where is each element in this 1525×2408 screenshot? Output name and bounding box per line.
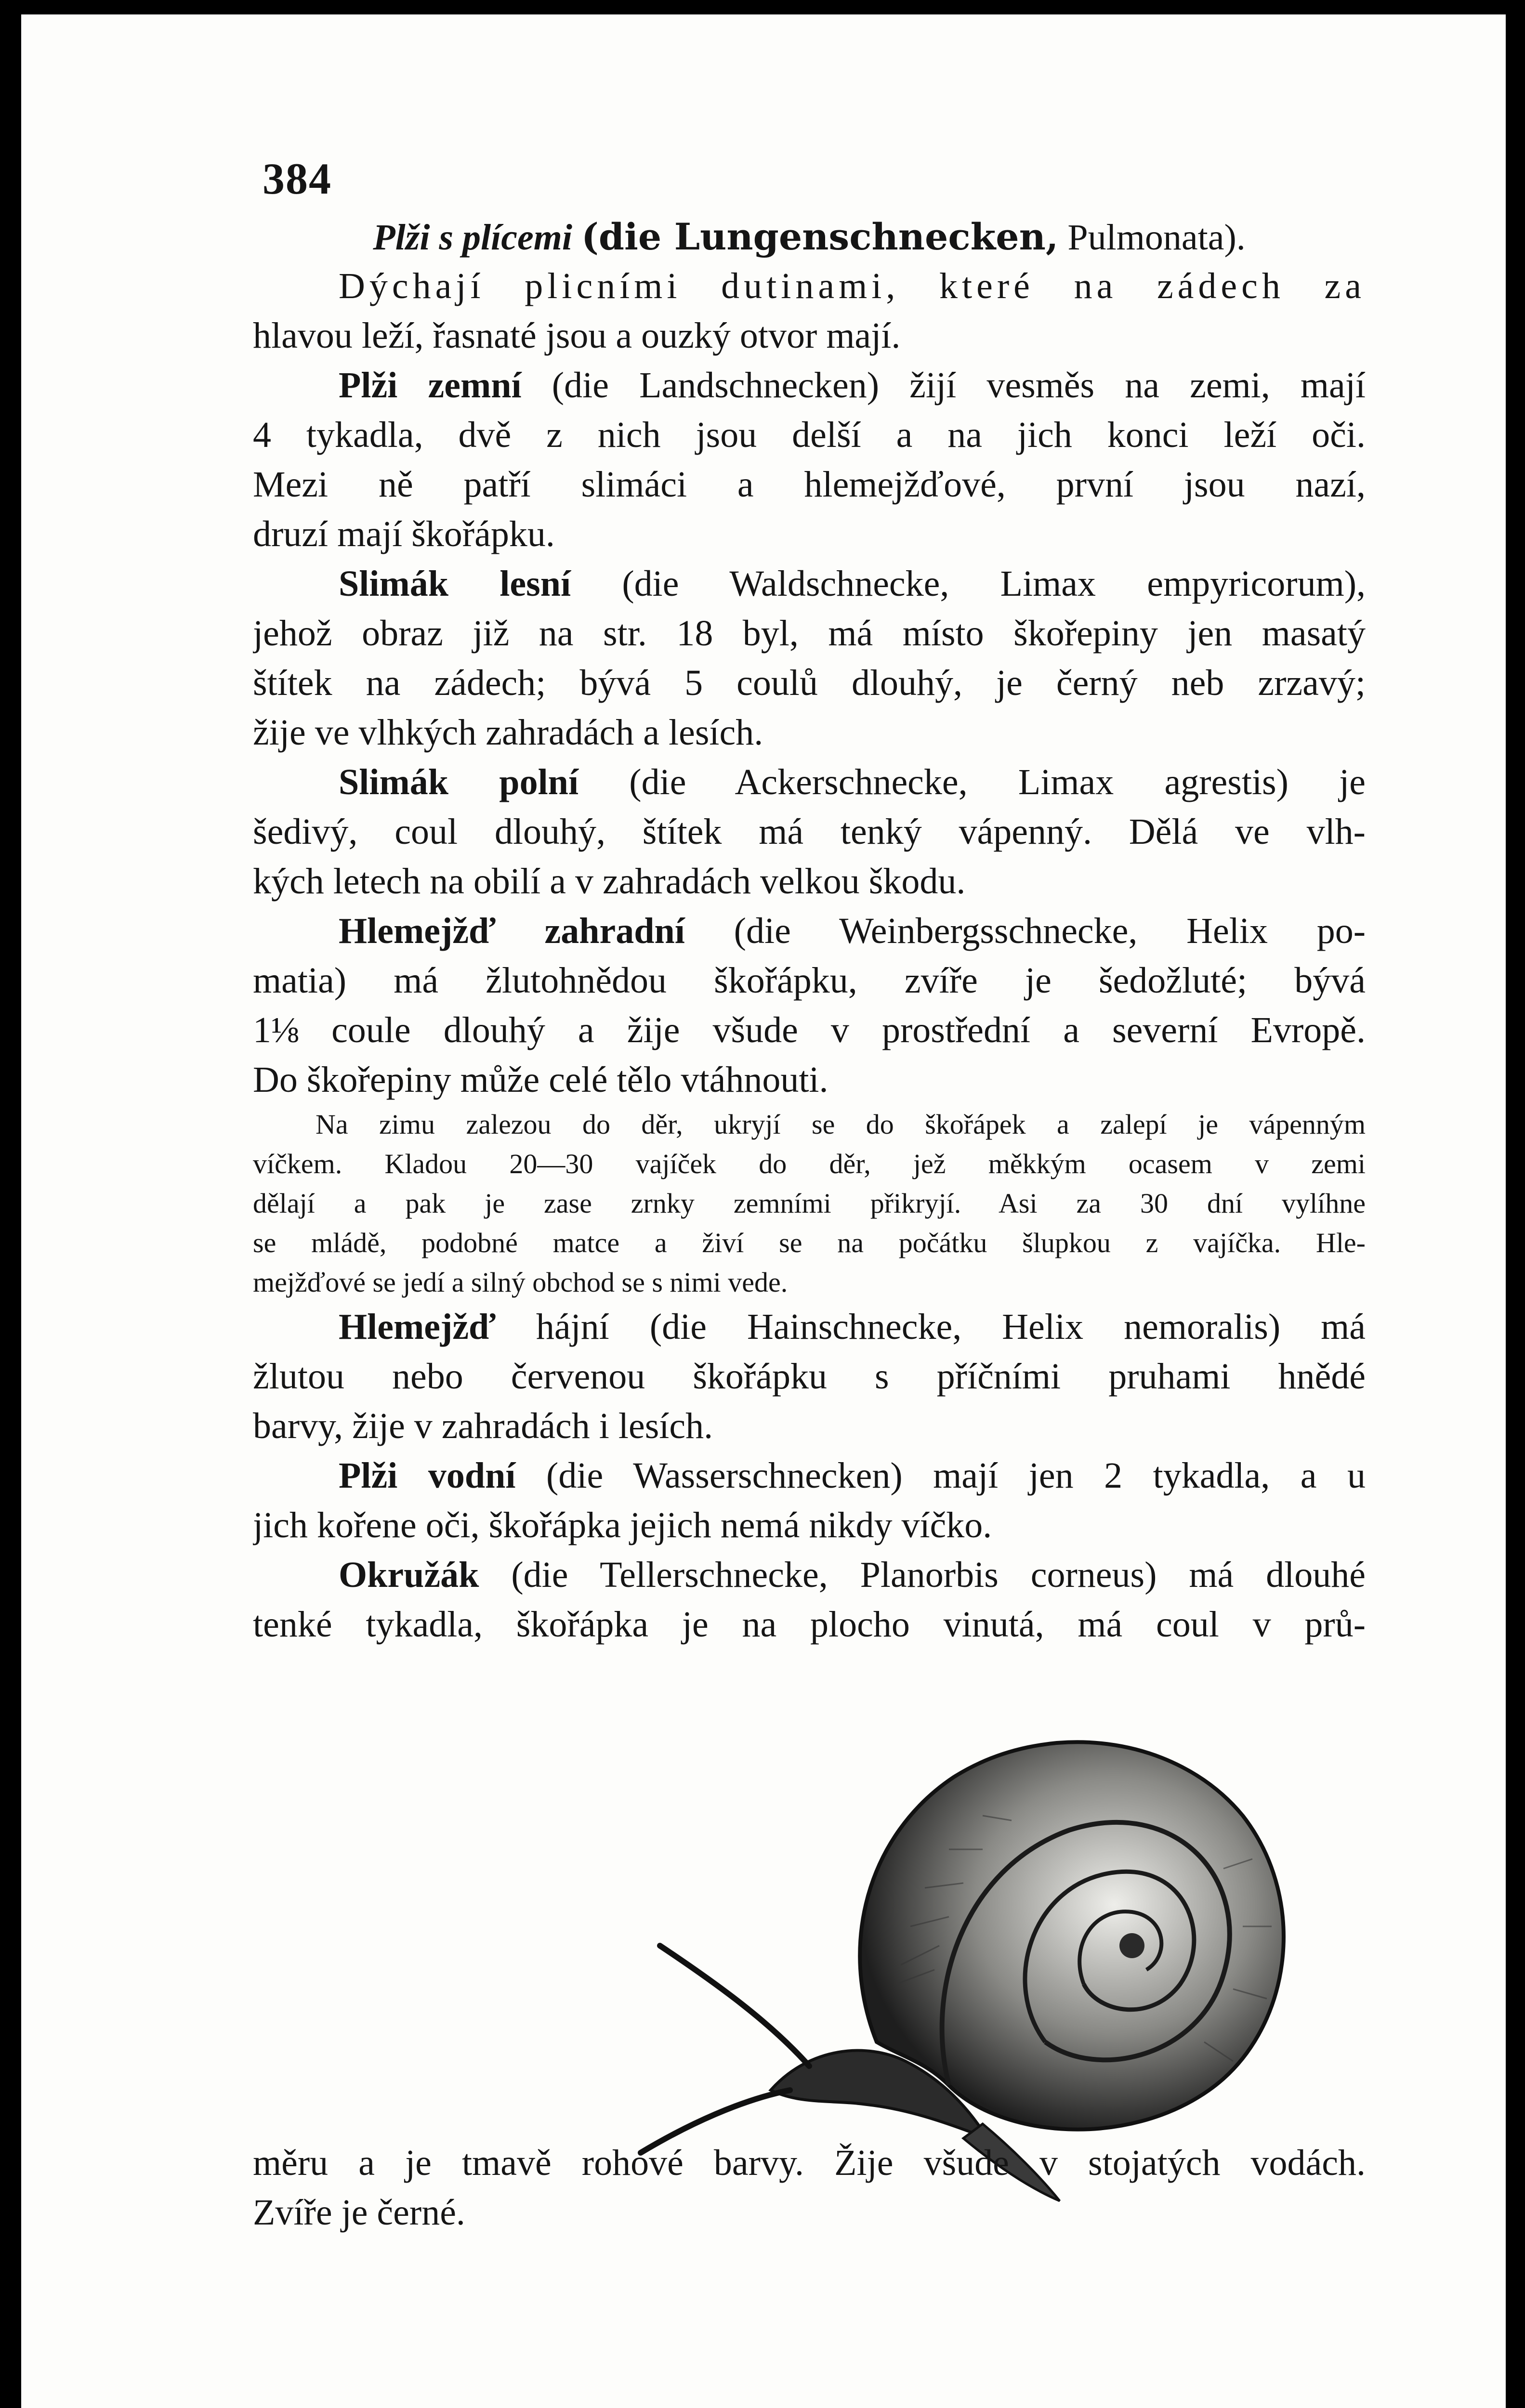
paragraph-line: matia) má žlutohnědou škořápku, zvíře je šedožluté; bývá [253,960,1366,1001]
paragraph-line: 4 tykadla, dvě z nich jsou delší a na jich konci leží oči. [253,415,1366,455]
paragraph-line: štítek na zádech; bývá 5 coulů dlouhý, je černý neb zrzavý; [253,663,1366,703]
term-heading: Okružák [339,1555,479,1595]
scan-border-top [0,0,1525,14]
page-number: 384 [263,154,332,203]
paragraph-line: měru a je tmavě rohové barvy. Žije všude v stojatých vodách. [253,2143,1366,2183]
note-line: se mládě, podobné matce a živí se na počátku šlupkou z vajíčka. Hle- [253,1227,1366,1258]
paragraph-line: žije ve vlhkých zahradách a lesích. [253,712,763,753]
scan-border-left [0,0,21,2408]
paragraph-line: Do škořepiny může celé tělo vtáhnouti. [253,1060,828,1100]
paragraph-line: Hlemejžď zahradní (die Weinbergsschnecke, Helix po- [339,911,1366,951]
term-heading: Hlemejžď [339,1307,496,1347]
paragraph-line: Hlemejžď hájní (die Hainschnecke, Helix nemoralis) má [339,1307,1366,1347]
paragraph-line: 1⅛ coule dlouhý a žije všude v prostřední a severní Evropě. [253,1010,1366,1050]
intro-line: Dýchají plicními dutinami, které na zádech za [339,266,1366,306]
term-heading: Hlemejžď zahradní [339,911,685,951]
note-line: Na zimu zalezou do děr, ukryjí se do škořápek a zalepí je vápenným [316,1109,1366,1140]
paragraph-line: Okružák (die Tellerschnecke, Planorbis corneus) má dlouhé [339,1555,1366,1595]
paragraph-line: žlutou nebo červenou škořápku s příčními pruhami hnědé [253,1356,1366,1397]
paragraph-line: Plži vodní (die Wasserschnecken) mají jen 2 tykadla, a u [339,1455,1366,1496]
paragraph-line: Slimák polní (die Ackerschnecke, Limax agrestis) je [339,762,1366,802]
section-title: Plži s plícemi (die Lungenschnecken, Pulmonata). [373,215,1246,258]
paragraph-line: šedivý, coul dlouhý, štítek má tenký vápenný. Dělá ve vlh- [253,811,1366,852]
note-line: dělají a pak je zase zrnky zemními přikryjí. Asi za 30 dní vylíhne [253,1188,1366,1219]
shell-apex [1119,1933,1144,1958]
snail-illustration [501,1676,1416,2211]
snail-drawing [501,1676,1416,2211]
main-text [253,212,1366,1649]
intro-line: hlavou leží, řasnaté jsou a ouzký otvor mají. [253,315,901,356]
term-heading: Slimák polní [339,762,579,802]
term-heading: Plži vodní [339,1455,516,1496]
term-heading: Plži zemní [339,365,522,406]
paragraph-line: Mezi ně patří slimáci a hlemejžďové, první jsou nazí, [253,464,1366,505]
text-after-figure [253,2138,1366,2238]
snail-tentacle [660,1946,809,2066]
paragraph-line: jich kořene oči, škořápka jejich nemá nikdy víčko. [253,1505,992,1545]
paragraph-line: jehož obraz již na str. 18 byl, má místo škořepiny jen masatý [253,613,1366,654]
paragraph-line: druzí mají škořápku. [253,514,555,554]
paragraph-line: barvy, žije v zahradách i lesích. [253,1406,713,1446]
paragraph-line: tenké tykadla, škořápka je na plocho vinutá, má coul v prů- [253,1604,1366,1645]
note-line: víčkem. Kladou 20—30 vajíček do děr, jež měkkým ocasem v zemi [253,1148,1366,1179]
paragraph-line: Plži zemní (die Landschnecken) žijí vesměs na zemi, mají [339,365,1366,406]
paragraph-line: Slimák lesní (die Waldschnecke, Limax empyricorum), [339,563,1366,604]
paragraph-line: Zvíře je černé. [253,2192,465,2233]
term-heading: Slimák lesní [339,563,571,604]
paragraph-line: kých letech na obilí a v zahradách velkou škodu. [253,861,966,902]
note-line: mejžďové se jedí a silný obchod se s nimi vede. [253,1267,788,1298]
scan-border-right [1506,0,1525,2408]
